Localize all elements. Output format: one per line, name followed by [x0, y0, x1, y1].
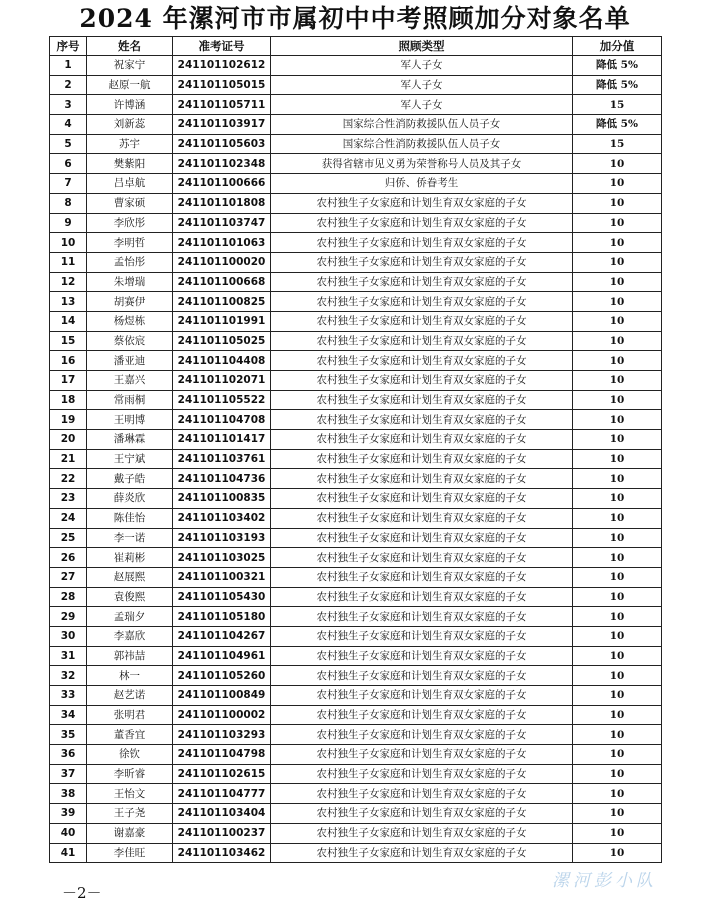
cell-exam-id: 241101100835: [173, 489, 271, 509]
cell-bonus: 10: [573, 686, 662, 706]
cell-serial: 29: [50, 607, 87, 627]
cell-serial: 40: [50, 823, 87, 843]
table-row: [50, 567, 662, 587]
cell-care-type: 农村独生子女家庭和计划生育双女家庭的子女: [271, 213, 573, 233]
cell-exam-id: 241101100020: [173, 252, 271, 272]
cell-bonus: 10: [573, 725, 662, 745]
cell-serial: 35: [50, 725, 87, 745]
cell-serial: 31: [50, 646, 87, 666]
cell-name: 袁俊熙: [87, 587, 173, 607]
cell-exam-id: 241101101417: [173, 430, 271, 450]
cell-exam-id: 241101100321: [173, 567, 271, 587]
cell-care-type: 农村独生子女家庭和计划生育双女家庭的子女: [271, 646, 573, 666]
header-serial: 序号: [50, 37, 87, 56]
cell-exam-id: 241101101808: [173, 193, 271, 213]
cell-care-type: 农村独生子女家庭和计划生育双女家庭的子女: [271, 626, 573, 646]
cell-bonus: 10: [573, 174, 662, 194]
cell-serial: 34: [50, 705, 87, 725]
cell-bonus: 10: [573, 449, 662, 469]
cell-care-type: 农村独生子女家庭和计划生育双女家庭的子女: [271, 666, 573, 686]
cell-care-type: 农村独生子女家庭和计划生育双女家庭的子女: [271, 705, 573, 725]
cell-name: 郭祎喆: [87, 646, 173, 666]
cell-exam-id: 241101102071: [173, 371, 271, 391]
cell-name: 陈佳怡: [87, 508, 173, 528]
cell-serial: 23: [50, 489, 87, 509]
cell-bonus: 10: [573, 646, 662, 666]
page-number: －2－: [62, 884, 102, 902]
table-row: [50, 233, 662, 253]
cell-bonus: 降低 5%: [573, 75, 662, 95]
cell-bonus: 15: [573, 95, 662, 115]
table-row: [50, 154, 662, 174]
table-row: [50, 725, 662, 745]
cell-care-type: 农村独生子女家庭和计划生育双女家庭的子女: [271, 469, 573, 489]
cell-serial: 4: [50, 115, 87, 135]
cell-exam-id: 241101105015: [173, 75, 271, 95]
header-bonus: 加分值: [573, 37, 662, 56]
cell-name: 潘琳霖: [87, 430, 173, 450]
cell-care-type: 农村独生子女家庭和计划生育双女家庭的子女: [271, 567, 573, 587]
cell-serial: 30: [50, 626, 87, 646]
cell-name: 吕卓航: [87, 174, 173, 194]
cell-serial: 6: [50, 154, 87, 174]
cell-care-type: 农村独生子女家庭和计划生育双女家庭的子女: [271, 823, 573, 843]
cell-name: 王子尧: [87, 804, 173, 824]
cell-bonus: 10: [573, 351, 662, 371]
cell-care-type: 农村独生子女家庭和计划生育双女家庭的子女: [271, 843, 573, 863]
header-care-type: 照顾类型: [271, 37, 573, 56]
cell-care-type: 农村独生子女家庭和计划生育双女家庭的子女: [271, 390, 573, 410]
cell-bonus: 10: [573, 528, 662, 548]
cell-serial: 24: [50, 508, 87, 528]
cell-bonus: 10: [573, 626, 662, 646]
cell-bonus: 10: [573, 745, 662, 765]
cell-bonus: 10: [573, 233, 662, 253]
cell-care-type: 农村独生子女家庭和计划生育双女家庭的子女: [271, 430, 573, 450]
cell-bonus: 10: [573, 489, 662, 509]
cell-care-type: 农村独生子女家庭和计划生育双女家庭的子女: [271, 331, 573, 351]
cell-exam-id: 241101101063: [173, 233, 271, 253]
cell-name: 王嘉兴: [87, 371, 173, 391]
table-row: [50, 213, 662, 233]
cell-serial: 16: [50, 351, 87, 371]
table-row: [50, 371, 662, 391]
cell-bonus: 10: [573, 548, 662, 568]
cell-bonus: 10: [573, 252, 662, 272]
header-exam-id: 准考证号: [173, 37, 271, 56]
cell-exam-id: 241101103761: [173, 449, 271, 469]
watermark: 漯河彭小队: [552, 871, 657, 891]
table-row: [50, 745, 662, 765]
table-row: [50, 489, 662, 509]
cell-bonus: 10: [573, 843, 662, 863]
cell-exam-id: 241101103917: [173, 115, 271, 135]
cell-serial: 39: [50, 804, 87, 824]
cell-bonus: 10: [573, 213, 662, 233]
cell-serial: 20: [50, 430, 87, 450]
cell-bonus: 10: [573, 666, 662, 686]
cell-exam-id: 241101104961: [173, 646, 271, 666]
cell-serial: 25: [50, 528, 87, 548]
cell-serial: 5: [50, 134, 87, 154]
table-row: [50, 115, 662, 135]
cell-serial: 12: [50, 272, 87, 292]
cell-bonus: 10: [573, 430, 662, 450]
cell-serial: 21: [50, 449, 87, 469]
cell-name: 许博涵: [87, 95, 173, 115]
cell-name: 李明哲: [87, 233, 173, 253]
table-row: [50, 784, 662, 804]
cell-bonus: 10: [573, 154, 662, 174]
cell-care-type: 农村独生子女家庭和计划生育双女家庭的子女: [271, 272, 573, 292]
cell-name: 王明博: [87, 410, 173, 430]
cell-name: 李一诺: [87, 528, 173, 548]
cell-bonus: 10: [573, 764, 662, 784]
cell-name: 崔莉彬: [87, 548, 173, 568]
cell-bonus: 10: [573, 311, 662, 331]
cell-bonus: 10: [573, 272, 662, 292]
cell-serial: 9: [50, 213, 87, 233]
cell-serial: 8: [50, 193, 87, 213]
table-row: [50, 469, 662, 489]
cell-bonus: 10: [573, 292, 662, 312]
cell-bonus: 降低 5%: [573, 115, 662, 135]
table-row: [50, 764, 662, 784]
cell-name: 樊紫阳: [87, 154, 173, 174]
cell-care-type: 农村独生子女家庭和计划生育双女家庭的子女: [271, 410, 573, 430]
table-row: [50, 666, 662, 686]
table-row: [50, 292, 662, 312]
cell-exam-id: 241101105260: [173, 666, 271, 686]
cell-name: 徐钦: [87, 745, 173, 765]
cell-care-type: 农村独生子女家庭和计划生育双女家庭的子女: [271, 449, 573, 469]
cell-name: 潘亚迪: [87, 351, 173, 371]
table-row: [50, 311, 662, 331]
cell-care-type: 农村独生子女家庭和计划生育双女家庭的子女: [271, 233, 573, 253]
table-row: [50, 174, 662, 194]
cell-bonus: 15: [573, 134, 662, 154]
table-header-row: [50, 37, 662, 56]
cell-name: 杨煜栋: [87, 311, 173, 331]
cell-name: 林一: [87, 666, 173, 686]
cell-name: 李昕睿: [87, 764, 173, 784]
cell-serial: 41: [50, 843, 87, 863]
cell-name: 戴子皓: [87, 469, 173, 489]
cell-bonus: 10: [573, 607, 662, 627]
cell-care-type: 国家综合性消防救援队伍人员子女: [271, 115, 573, 135]
cell-exam-id: 241101100237: [173, 823, 271, 843]
table-row: [50, 134, 662, 154]
cell-care-type: 归侨、侨眷考生: [271, 174, 573, 194]
cell-care-type: 军人子女: [271, 95, 573, 115]
table-row: [50, 587, 662, 607]
table-row: [50, 410, 662, 430]
cell-serial: 2: [50, 75, 87, 95]
cell-name: 谢嘉豪: [87, 823, 173, 843]
cell-name: 赵原一航: [87, 75, 173, 95]
table-row: [50, 272, 662, 292]
cell-name: 王宁斌: [87, 449, 173, 469]
cell-serial: 36: [50, 745, 87, 765]
cell-care-type: 农村独生子女家庭和计划生育双女家庭的子女: [271, 193, 573, 213]
cell-exam-id: 241101100849: [173, 686, 271, 706]
cell-care-type: 军人子女: [271, 56, 573, 76]
cell-exam-id: 241101103025: [173, 548, 271, 568]
cell-exam-id: 241101104777: [173, 784, 271, 804]
cell-care-type: 农村独生子女家庭和计划生育双女家庭的子女: [271, 508, 573, 528]
cell-bonus: 10: [573, 567, 662, 587]
cell-serial: 27: [50, 567, 87, 587]
cell-exam-id: 241101104798: [173, 745, 271, 765]
cell-serial: 17: [50, 371, 87, 391]
table-row: [50, 351, 662, 371]
cell-bonus: 10: [573, 587, 662, 607]
cell-name: 朱增瑞: [87, 272, 173, 292]
cell-exam-id: 241101105603: [173, 134, 271, 154]
table-row: [50, 528, 662, 548]
cell-care-type: 农村独生子女家庭和计划生育双女家庭的子女: [271, 311, 573, 331]
cell-care-type: 农村独生子女家庭和计划生育双女家庭的子女: [271, 292, 573, 312]
cell-care-type: 农村独生子女家庭和计划生育双女家庭的子女: [271, 587, 573, 607]
cell-serial: 13: [50, 292, 87, 312]
cell-serial: 18: [50, 390, 87, 410]
cell-name: 曹家硕: [87, 193, 173, 213]
cell-serial: 1: [50, 56, 87, 76]
table-row: [50, 823, 662, 843]
cell-care-type: 农村独生子女家庭和计划生育双女家庭的子女: [271, 764, 573, 784]
cell-serial: 33: [50, 686, 87, 706]
cell-exam-id: 241101105025: [173, 331, 271, 351]
cell-care-type: 农村独生子女家庭和计划生育双女家庭的子女: [271, 371, 573, 391]
cell-exam-id: 241101102615: [173, 764, 271, 784]
cell-exam-id: 241101100666: [173, 174, 271, 194]
cell-serial: 19: [50, 410, 87, 430]
table-row: [50, 686, 662, 706]
cell-serial: 7: [50, 174, 87, 194]
cell-serial: 11: [50, 252, 87, 272]
cell-serial: 22: [50, 469, 87, 489]
cell-care-type: 获得省辖市见义勇为荣誉称号人员及其子女: [271, 154, 573, 174]
cell-name: 赵艺诺: [87, 686, 173, 706]
cell-serial: 28: [50, 587, 87, 607]
header-name: 姓名: [87, 37, 173, 56]
cell-name: 张明君: [87, 705, 173, 725]
cell-name: 赵展熙: [87, 567, 173, 587]
table-row: [50, 56, 662, 76]
cell-care-type: 农村独生子女家庭和计划生育双女家庭的子女: [271, 607, 573, 627]
cell-name: 董香宜: [87, 725, 173, 745]
cell-serial: 32: [50, 666, 87, 686]
page-title: 2024 年漯河市市属初中中考照顾加分对象名单: [79, 4, 631, 33]
table-row: [50, 449, 662, 469]
cell-exam-id: 241101104267: [173, 626, 271, 646]
cell-exam-id: 241101100002: [173, 705, 271, 725]
cell-exam-id: 241101104708: [173, 410, 271, 430]
table-row: [50, 843, 662, 863]
cell-bonus: 10: [573, 804, 662, 824]
cell-care-type: 农村独生子女家庭和计划生育双女家庭的子女: [271, 804, 573, 824]
cell-bonus: 10: [573, 784, 662, 804]
cell-name: 孟怡彤: [87, 252, 173, 272]
table-row: [50, 804, 662, 824]
cell-serial: 37: [50, 764, 87, 784]
cell-name: 李佳旺: [87, 843, 173, 863]
cell-bonus: 10: [573, 508, 662, 528]
cell-bonus: 10: [573, 193, 662, 213]
cell-name: 祝家宁: [87, 56, 173, 76]
cell-care-type: 国家综合性消防救援队伍人员子女: [271, 134, 573, 154]
cell-exam-id: 241101103293: [173, 725, 271, 745]
cell-care-type: 农村独生子女家庭和计划生育双女家庭的子女: [271, 252, 573, 272]
cell-bonus: 10: [573, 705, 662, 725]
cell-care-type: 农村独生子女家庭和计划生育双女家庭的子女: [271, 784, 573, 804]
cell-name: 王怡文: [87, 784, 173, 804]
cell-exam-id: 241101103193: [173, 528, 271, 548]
roster-table: [49, 36, 662, 863]
cell-name: 刘新蕊: [87, 115, 173, 135]
table-row: [50, 626, 662, 646]
cell-care-type: 农村独生子女家庭和计划生育双女家庭的子女: [271, 745, 573, 765]
cell-bonus: 10: [573, 390, 662, 410]
cell-name: 苏宇: [87, 134, 173, 154]
cell-exam-id: 241101105711: [173, 95, 271, 115]
cell-name: 常雨桐: [87, 390, 173, 410]
cell-name: 孟瑞夕: [87, 607, 173, 627]
table-row: [50, 75, 662, 95]
table-row: [50, 252, 662, 272]
cell-serial: 26: [50, 548, 87, 568]
cell-name: 蔡依宸: [87, 331, 173, 351]
cell-name: 李嘉欣: [87, 626, 173, 646]
cell-exam-id: 241101101991: [173, 311, 271, 331]
table-row: [50, 508, 662, 528]
cell-bonus: 10: [573, 410, 662, 430]
cell-exam-id: 241101102348: [173, 154, 271, 174]
table-row: [50, 548, 662, 568]
cell-exam-id: 241101100825: [173, 292, 271, 312]
cell-exam-id: 241101105180: [173, 607, 271, 627]
table-body: [50, 56, 662, 863]
cell-serial: 14: [50, 311, 87, 331]
cell-bonus: 10: [573, 823, 662, 843]
cell-bonus: 降低 5%: [573, 56, 662, 76]
cell-bonus: 10: [573, 371, 662, 391]
table-row: [50, 95, 662, 115]
cell-care-type: 农村独生子女家庭和计划生育双女家庭的子女: [271, 528, 573, 548]
cell-name: 薛炎欣: [87, 489, 173, 509]
cell-care-type: 农村独生子女家庭和计划生育双女家庭的子女: [271, 351, 573, 371]
cell-exam-id: 241101104736: [173, 469, 271, 489]
cell-exam-id: 241101103404: [173, 804, 271, 824]
table-row: [50, 607, 662, 627]
cell-exam-id: 241101104408: [173, 351, 271, 371]
cell-care-type: 农村独生子女家庭和计划生育双女家庭的子女: [271, 725, 573, 745]
cell-care-type: 农村独生子女家庭和计划生育双女家庭的子女: [271, 548, 573, 568]
cell-care-type: 农村独生子女家庭和计划生育双女家庭的子女: [271, 489, 573, 509]
table-row: [50, 705, 662, 725]
cell-serial: 15: [50, 331, 87, 351]
cell-bonus: 10: [573, 331, 662, 351]
cell-care-type: 农村独生子女家庭和计划生育双女家庭的子女: [271, 686, 573, 706]
cell-name: 胡赛伊: [87, 292, 173, 312]
cell-name: 李欣彤: [87, 213, 173, 233]
table-row: [50, 390, 662, 410]
table-row: [50, 646, 662, 666]
cell-bonus: 10: [573, 469, 662, 489]
cell-exam-id: 241101100668: [173, 272, 271, 292]
cell-exam-id: 241101102612: [173, 56, 271, 76]
cell-exam-id: 241101103402: [173, 508, 271, 528]
cell-care-type: 军人子女: [271, 75, 573, 95]
cell-exam-id: 241101103747: [173, 213, 271, 233]
cell-exam-id: 241101103462: [173, 843, 271, 863]
cell-serial: 10: [50, 233, 87, 253]
cell-serial: 38: [50, 784, 87, 804]
table-row: [50, 430, 662, 450]
table-row: [50, 331, 662, 351]
table-row: [50, 193, 662, 213]
cell-serial: 3: [50, 95, 87, 115]
cell-exam-id: 241101105430: [173, 587, 271, 607]
cell-exam-id: 241101105522: [173, 390, 271, 410]
